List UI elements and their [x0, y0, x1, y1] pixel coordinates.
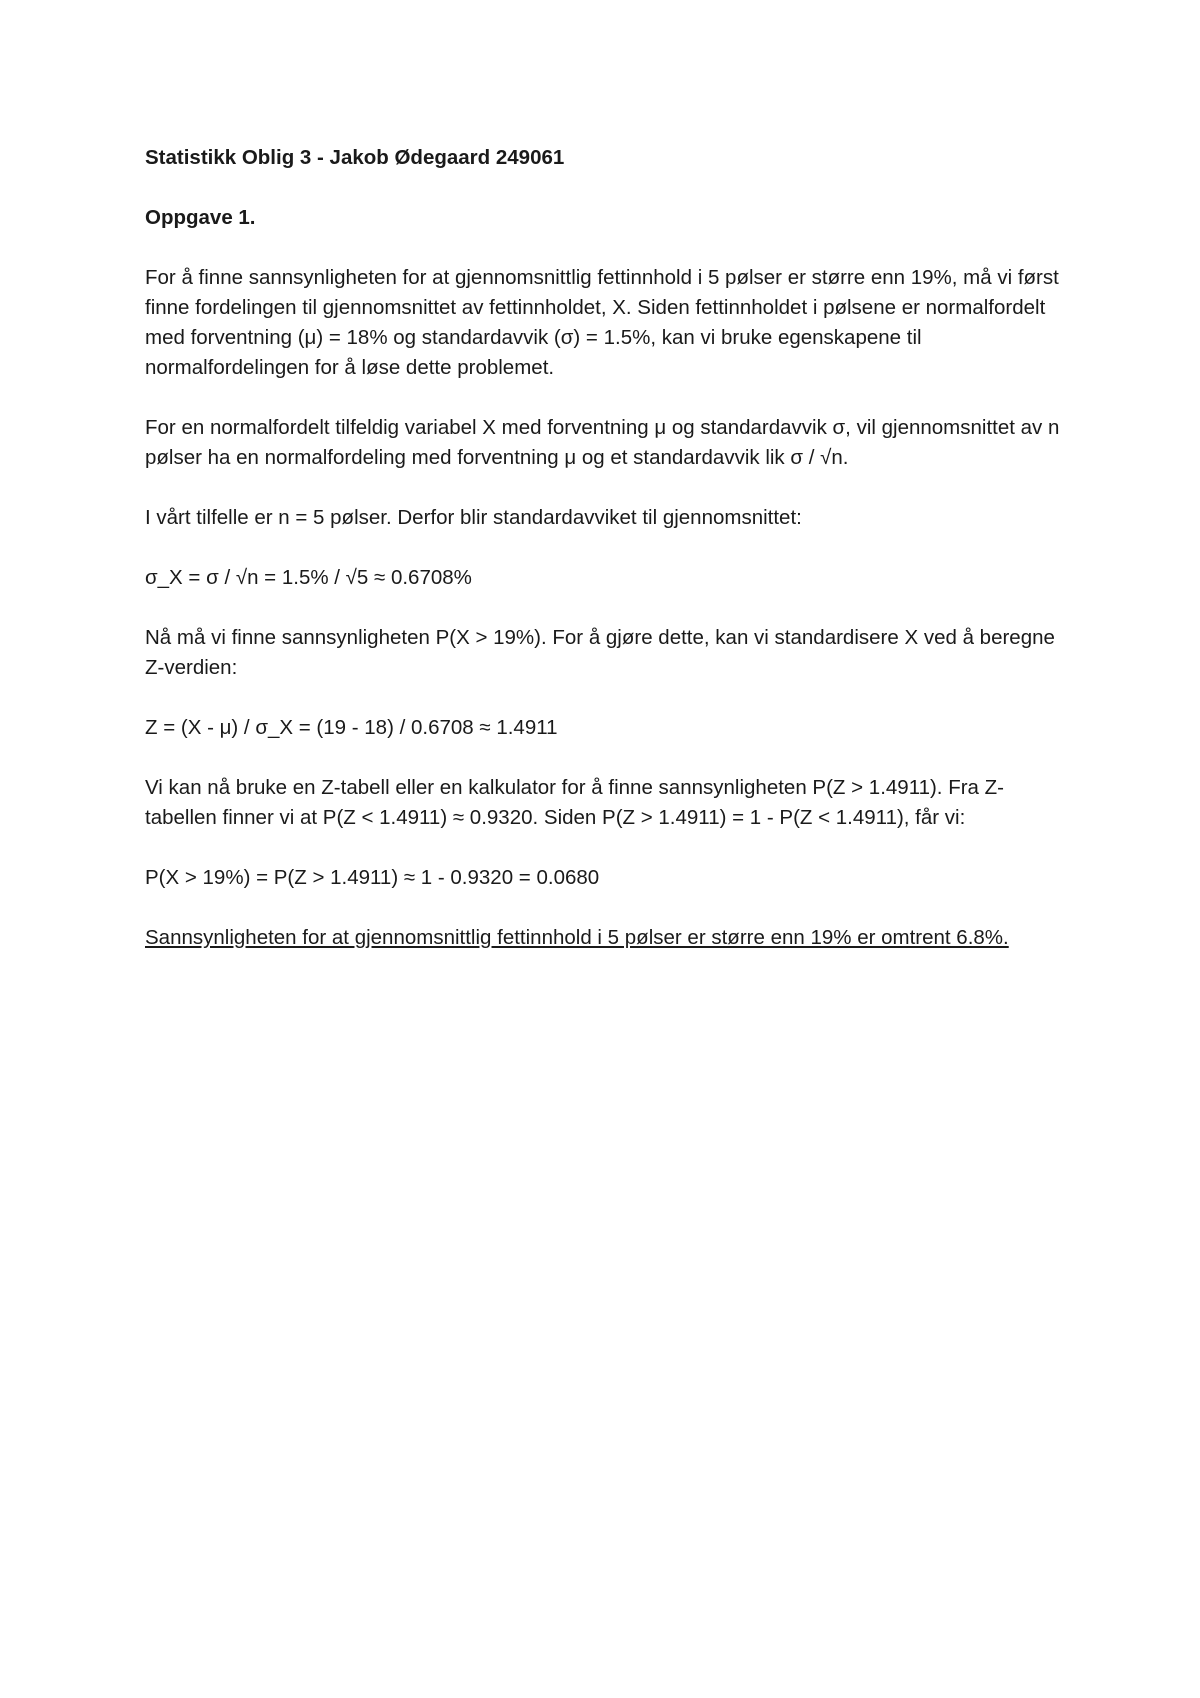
document-title: Statistikk Oblig 3 - Jakob Ødegaard 249061	[145, 146, 565, 169]
paragraph-sample-size: I vårt tilfelle er n = 5 pølser. Derfor blir standardavviket til gjennomsnittet:	[145, 506, 802, 529]
paragraph-z-table: Vi kan nå bruke en Z-tabell eller en kalkulator for å finne sannsynligheten P(Z > 1.4911). Fra Z-tabellen finner vi at P(Z < 1.4911) ≈ 0.9320. Siden P(Z > 1.4911) = 1 - P(Z < 1.4911), får vi:	[145, 776, 1004, 829]
document-content	[145, 143, 1065, 953]
paragraph-standardize: Nå må vi finne sannsynligheten P(X > 19%). For å gjøre dette, kan vi standardisere X ved å beregne Z-verdien:	[145, 626, 1055, 679]
paragraph-intro: For å finne sannsynligheten for at gjennomsnittlig fettinnhold i 5 pølser er større enn 19%, må vi først finne fordelingen til gjennomsnittet av fettinnholdet, X. Siden fettinnholdet i pølsene er normalfordelt med forventning (μ) = 18% og standardavvik (σ) = 1.5%, kan vi bruke egenskapene til normalfordelingen for å løse dette problemet.	[145, 266, 1059, 379]
formula-standard-error: σ_X = σ / √n = 1.5% / √5 ≈ 0.6708%	[145, 566, 472, 589]
paragraph-distribution: For en normalfordelt tilfeldig variabel X med forventning μ og standardavvik σ, vil gjennomsnittet av n pølser ha en normalfordeling med forventning μ og et standardavvik lik σ / √n.	[145, 416, 1060, 469]
task-heading: Oppgave 1.	[145, 206, 256, 229]
formula-z-value: Z = (X - μ) / σ_X = (19 - 18) / 0.6708 ≈ 1.4911	[145, 716, 558, 739]
conclusion-text: Sannsynligheten for at gjennomsnittlig fettinnhold i 5 pølser er større enn 19% er omtrent 6.8%.	[145, 926, 1009, 949]
formula-probability: P(X > 19%) = P(Z > 1.4911) ≈ 1 - 0.9320 = 0.0680	[145, 866, 600, 889]
